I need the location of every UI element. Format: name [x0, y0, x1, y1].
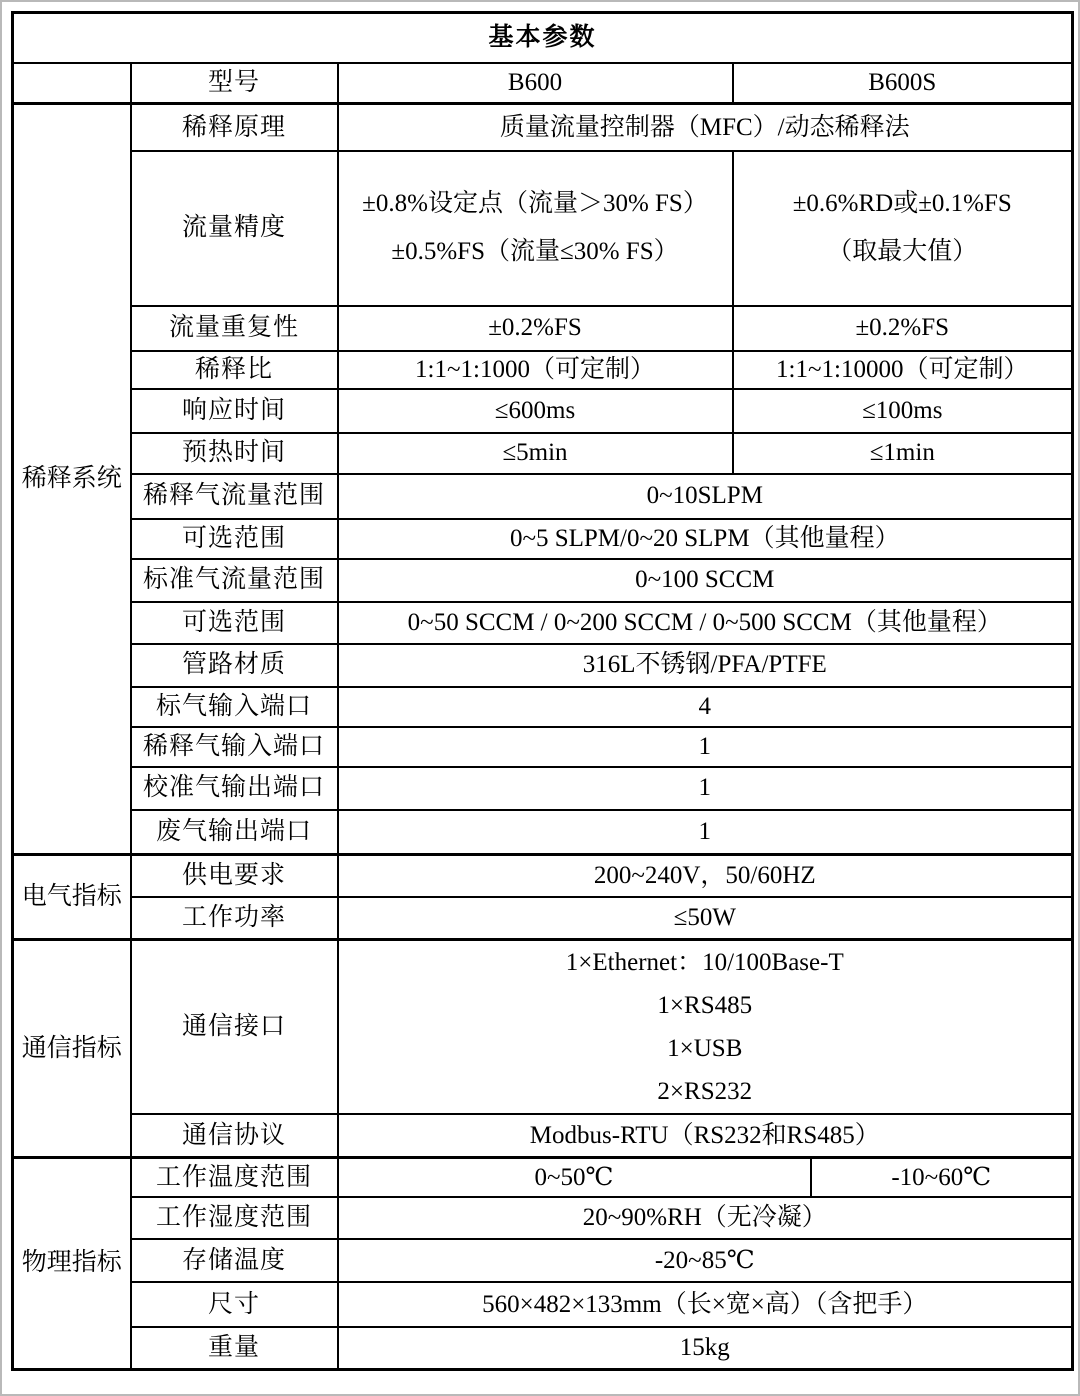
storage-temp-value: -20~85℃ — [338, 1239, 1073, 1282]
dilution-principle-label: 稀释原理 — [131, 104, 338, 151]
row-dilution-gas-input-ports — [13, 727, 1073, 767]
comm-interface-line-usb: 1×USB — [667, 1035, 743, 1062]
optional-range-dilution-value: 0~5 SLPM/0~20 SLPM（其他量程） — [338, 519, 1073, 559]
row-working-power — [13, 897, 1073, 940]
weight-label: 重量 — [131, 1327, 338, 1369]
warmup-time-label: 预热时间 — [131, 433, 338, 474]
standard-gas-flow-range-value: 0~100 SCCM — [338, 559, 1073, 602]
row-working-temp-range — [13, 1157, 1073, 1197]
warmup-time-value-b600s: ≤1min — [733, 433, 1073, 474]
comm-interface-line-rs232: 2×RS232 — [657, 1078, 753, 1105]
working-power-label: 工作功率 — [131, 897, 338, 940]
row-optional-range-standard — [13, 602, 1073, 644]
working-power-value: ≤50W — [338, 897, 1073, 940]
dilution-gas-input-ports-label: 稀释气输入端口 — [131, 727, 338, 767]
flow-accuracy-b600-line2: ±0.5%FS（流量≤30% FS） — [391, 238, 679, 265]
dimensions-label: 尺寸 — [131, 1282, 338, 1327]
pipeline-material-label: 管路材质 — [131, 644, 338, 687]
group-electrical: 电气指标 — [13, 855, 131, 940]
response-time-value-b600s: ≤100ms — [733, 389, 1073, 433]
dimensions-value: 560×482×133mm（长×宽×高）（含把手） — [338, 1282, 1073, 1327]
dilution-ratio-label: 稀释比 — [131, 351, 338, 389]
model-label: 型号 — [131, 63, 338, 104]
model-value-b600s: B600S — [733, 63, 1073, 104]
comm-interface-line-rs485: 1×RS485 — [657, 992, 753, 1019]
power-supply-label: 供电要求 — [131, 855, 338, 897]
row-standard-gas-flow-range — [13, 559, 1073, 602]
dilution-ratio-value-b600s: 1:1~1:10000（可定制） — [733, 351, 1073, 389]
comm-interface-value — [338, 940, 1073, 1115]
dilution-principle-value: 质量流量控制器（MFC）/动态稀释法 — [338, 104, 1073, 151]
row-working-humidity-range — [13, 1197, 1073, 1239]
power-supply-value: 200~240V，50/60HZ — [338, 855, 1073, 897]
optional-range-standard-value: 0~50 SCCM / 0~200 SCCM / 0~500 SCCM（其他量程） — [338, 602, 1073, 644]
flow-accuracy-value-b600s — [733, 151, 1073, 306]
row-calibration-gas-output-ports — [13, 767, 1073, 810]
row-power-supply — [13, 855, 1073, 897]
row-comm-protocol — [13, 1114, 1073, 1157]
basic-parameters-table — [11, 11, 1074, 1371]
model-value-b600: B600 — [338, 63, 733, 104]
flow-accuracy-b600s-line2: （取最大值） — [827, 238, 978, 265]
working-temp-range-value-b600s: -10~60℃ — [811, 1157, 1073, 1197]
row-weight — [13, 1327, 1073, 1369]
group-physical: 物理指标 — [13, 1157, 131, 1369]
row-response-time — [13, 389, 1073, 433]
storage-temp-label: 存储温度 — [131, 1239, 338, 1282]
flow-accuracy-label: 流量精度 — [131, 151, 338, 306]
dilution-ratio-value-b600: 1:1~1:1000（可定制） — [338, 351, 733, 389]
standard-gas-flow-range-label: 标准气流量范围 — [131, 559, 338, 602]
row-warmup-time — [13, 433, 1073, 474]
exhaust-gas-output-ports-label: 废气输出端口 — [131, 810, 338, 855]
row-dimensions — [13, 1282, 1073, 1327]
flow-accuracy-b600s-line1: ±0.6%RD或±0.1%FS — [792, 190, 1012, 217]
row-flow-accuracy — [13, 151, 1073, 306]
group-communication: 通信指标 — [13, 940, 131, 1158]
working-temp-range-label: 工作温度范围 — [131, 1157, 338, 1197]
warmup-time-value-b600: ≤5min — [338, 433, 733, 474]
dilution-gas-flow-range-label: 稀释气流量范围 — [131, 474, 338, 519]
row-optional-range-dilution — [13, 519, 1073, 559]
standard-gas-input-ports-label: 标气输入端口 — [131, 687, 338, 727]
row-model — [13, 63, 1073, 104]
calibration-gas-output-ports-value: 1 — [338, 767, 1073, 810]
working-humidity-range-value: 20~90%RH（无冷凝） — [338, 1197, 1073, 1239]
flow-accuracy-value-b600 — [338, 151, 733, 306]
response-time-label: 响应时间 — [131, 389, 338, 433]
comm-protocol-label: 通信协议 — [131, 1114, 338, 1157]
working-temp-range-value-b600: 0~50℃ — [338, 1157, 811, 1197]
row-dilution-gas-flow-range — [13, 474, 1073, 519]
table-title: 基本参数 — [13, 13, 1073, 63]
row-pipeline-material — [13, 644, 1073, 687]
row-exhaust-gas-output-ports — [13, 810, 1073, 855]
flow-repeatability-value-b600s: ±0.2%FS — [733, 306, 1073, 351]
optional-range-dilution-label: 可选范围 — [131, 519, 338, 559]
pipeline-material-value: 316L不锈钢/PFA/PTFE — [338, 644, 1073, 687]
comm-interface-label: 通信接口 — [131, 940, 338, 1115]
title-row — [13, 13, 1073, 63]
flow-repeatability-value-b600: ±0.2%FS — [338, 306, 733, 351]
optional-range-standard-label: 可选范围 — [131, 602, 338, 644]
exhaust-gas-output-ports-value: 1 — [338, 810, 1073, 855]
working-humidity-range-label: 工作湿度范围 — [131, 1197, 338, 1239]
weight-value: 15kg — [338, 1327, 1073, 1369]
dilution-gas-flow-range-value: 0~10SLPM — [338, 474, 1073, 519]
standard-gas-input-ports-value: 4 — [338, 687, 1073, 727]
comm-interface-line-ethernet: 1×Ethernet：10/100Base-T — [565, 949, 844, 976]
row-storage-temp — [13, 1239, 1073, 1282]
model-group-cell-empty — [13, 63, 131, 104]
flow-accuracy-b600-line1: ±0.8%设定点（流量＞30% FS） — [362, 190, 708, 217]
response-time-value-b600: ≤600ms — [338, 389, 733, 433]
row-dilution-ratio — [13, 351, 1073, 389]
calibration-gas-output-ports-label: 校准气输出端口 — [131, 767, 338, 810]
group-dilution-system: 稀释系统 — [13, 104, 131, 855]
row-comm-interface — [13, 940, 1073, 1115]
row-standard-gas-input-ports — [13, 687, 1073, 727]
comm-protocol-value: Modbus-RTU（RS232和RS485） — [338, 1114, 1073, 1157]
flow-repeatability-label: 流量重复性 — [131, 306, 338, 351]
row-flow-repeatability — [13, 306, 1073, 351]
row-dilution-principle — [13, 104, 1073, 151]
dilution-gas-input-ports-value: 1 — [338, 727, 1073, 767]
